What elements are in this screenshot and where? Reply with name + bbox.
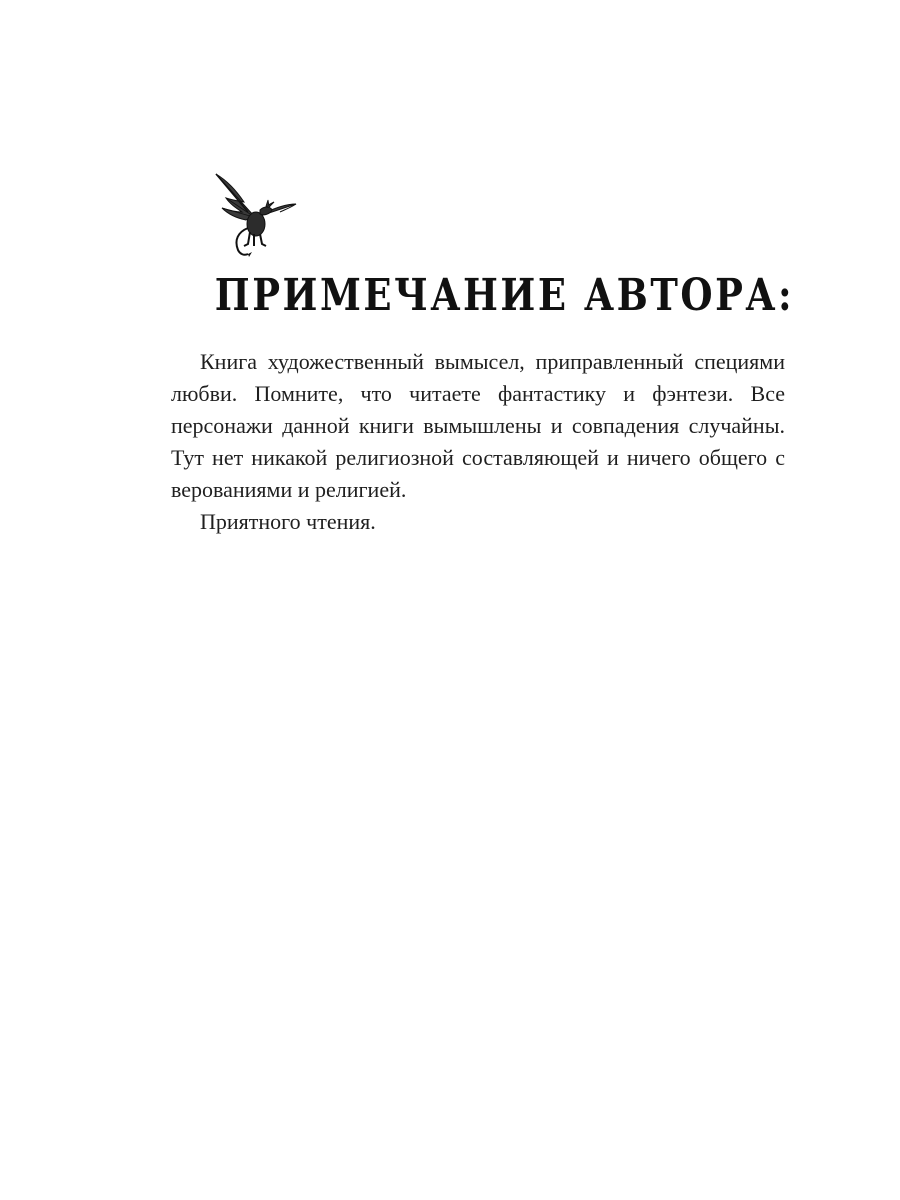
author-note-body: [171, 346, 785, 538]
closing-paragraph: Приятного чтения.: [200, 509, 376, 534]
paragraph: Книга художественный вымысел, приправленный специями любви. Помните, что читаете фантастику и фэнтези. Все персонажи данной книги вымышлены и совпадения случайны. Тут нет никакой религиозной составляющей и ничего общего с верованиями и религией.: [171, 349, 785, 502]
page-title: ПРИМЕЧАНИЕ АВТОРА:: [214, 270, 795, 321]
dragon-icon: [208, 168, 300, 260]
